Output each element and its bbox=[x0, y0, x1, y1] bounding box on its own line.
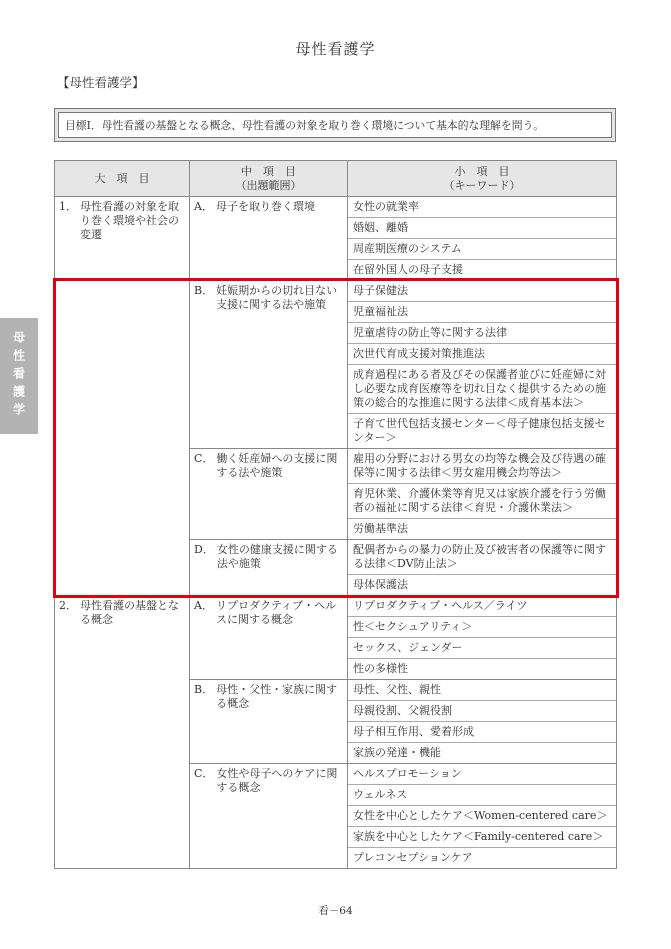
mid-item bbox=[190, 197, 348, 281]
keyword-item: 配偶者からの暴力の防止及び被害者の保護等に関する法律＜DV防止法＞ bbox=[348, 540, 616, 575]
mid-item-label: 女性や母子へのケアに関する概念 bbox=[216, 767, 338, 794]
keyword-item: 児童虐待の防止等に関する法律 bbox=[348, 323, 616, 344]
mid-item-letter: B． bbox=[194, 683, 214, 696]
keyword-item: 母性、父性、親性 bbox=[348, 680, 616, 701]
mid-item-label: 女性の健康支援に関する法や施策 bbox=[216, 543, 338, 570]
mid-item-letter: D． bbox=[194, 543, 214, 556]
keyword-item: 次世代育成支援対策推進法 bbox=[348, 344, 616, 365]
keyword-item: 家族を中心としたケア＜Family-centered care＞ bbox=[348, 827, 616, 848]
keyword-item: 雇用の分野における男女の均等な機会及び待遇の確保等に関する法律＜男女雇用機会均等法＞ bbox=[348, 449, 616, 484]
small-items bbox=[348, 281, 617, 449]
big-item-number: 1． bbox=[59, 200, 77, 213]
keyword-item: 婚姻、離婚 bbox=[348, 218, 616, 239]
mid-item bbox=[190, 680, 348, 764]
keyword-item: プレコンセプションケア bbox=[353, 851, 473, 864]
mid-item-label: 妊娠期からの切れ目ない支援に関する法や施策 bbox=[216, 284, 338, 311]
keyword-item: 在留外国人の母子支援 bbox=[353, 263, 463, 276]
section-label: 【母性看護学】 bbox=[57, 75, 145, 90]
mid-item bbox=[190, 540, 348, 596]
big-item bbox=[55, 197, 190, 596]
mid-item-letter: C． bbox=[194, 767, 214, 780]
mid-item bbox=[190, 281, 348, 449]
side-tab-label: 母性看護学 bbox=[11, 331, 26, 421]
small-items bbox=[348, 764, 617, 869]
keyword-item: 成育過程にある者及びその保護者並びに妊産婦に対し必要な成育医療等を切れ目なく提供するための施策の総合的な推進に関する法律＜成育基本法＞ bbox=[348, 365, 616, 414]
keyword-item: 女性を中心としたケア＜Women-centered care＞ bbox=[348, 806, 616, 827]
header-mid: 中 項 目 （出題範囲） bbox=[190, 161, 348, 197]
keyword-item: 母親役割、父親役割 bbox=[348, 701, 616, 722]
small-items bbox=[348, 596, 617, 680]
syllabus-table bbox=[54, 160, 617, 869]
small-items bbox=[348, 540, 617, 596]
keyword-item: セックス、ジェンダー bbox=[348, 638, 616, 659]
small-items bbox=[348, 449, 617, 540]
keyword-item: 周産期医療のシステム bbox=[348, 239, 616, 260]
keyword-item: 育児休業、介護休業等育児又は家族介護を行う労働者の福祉に関する法律＜育児・介護休業法＞ bbox=[348, 484, 616, 519]
mid-item-label: 働く妊産婦への支援に関する法や施策 bbox=[216, 452, 338, 479]
keyword-item: 母体保護法 bbox=[353, 578, 408, 591]
table-row bbox=[55, 596, 617, 680]
table-row bbox=[55, 197, 617, 281]
keyword-item: 労働基準法 bbox=[353, 522, 408, 535]
mid-item-letter: B． bbox=[194, 284, 214, 297]
small-items bbox=[348, 680, 617, 764]
mid-item bbox=[190, 764, 348, 869]
header-small: 小 項 目 （キーワード） bbox=[348, 161, 617, 197]
mid-item-letter: A． bbox=[194, 200, 213, 213]
keyword-item: 性＜セクシュアリティ＞ bbox=[348, 617, 616, 638]
keyword-item: 子育て世代包括支援センター＜母子健康包括支援センター＞ bbox=[353, 417, 606, 444]
big-item-label: 母性看護の対象を取り巻く環境や社会の変遷 bbox=[80, 200, 179, 241]
keyword-item: 母子相互作用、愛着形成 bbox=[348, 722, 616, 743]
side-tab bbox=[0, 318, 38, 434]
goal-text: 目標Ⅰ．母性看護の基盤となる概念、母性看護の対象を取り巻く環境について基本的な理解を問う。 bbox=[58, 112, 612, 138]
big-item-number: 2． bbox=[59, 599, 77, 612]
mid-item-label: リプロダクティブ・ヘルスに関する概念 bbox=[215, 599, 337, 626]
keyword-item: 児童福祉法 bbox=[348, 302, 616, 323]
big-item-label: 母性看護の基盤となる概念 bbox=[80, 599, 179, 626]
mid-item-letter: C． bbox=[194, 452, 214, 465]
mid-item-letter: A． bbox=[194, 599, 213, 612]
keyword-item: ウェルネス bbox=[348, 785, 616, 806]
small-items bbox=[348, 197, 617, 281]
mid-item-label: 母子を取り巻く環境 bbox=[215, 200, 315, 213]
goal-box bbox=[54, 108, 616, 142]
page-title: 母性看護学 bbox=[295, 40, 376, 58]
table-header-row bbox=[55, 161, 617, 197]
page-number: 看－64 bbox=[318, 905, 353, 917]
keyword-item: 家族の発達・機能 bbox=[353, 746, 441, 759]
big-item bbox=[55, 596, 190, 869]
mid-item-label: 母性・父性・家族に関する概念 bbox=[216, 683, 338, 710]
keyword-item: ヘルスプロモーション bbox=[348, 764, 616, 785]
keyword-item: 母子保健法 bbox=[348, 281, 616, 302]
header-big: 大 項 目 bbox=[55, 161, 190, 197]
keyword-item: 女性の就業率 bbox=[348, 197, 616, 218]
mid-item bbox=[190, 449, 348, 540]
keyword-item: 性の多様性 bbox=[353, 662, 408, 675]
keyword-item: リプロダクティブ・ヘルス／ライツ bbox=[348, 596, 616, 617]
mid-item bbox=[190, 596, 348, 680]
